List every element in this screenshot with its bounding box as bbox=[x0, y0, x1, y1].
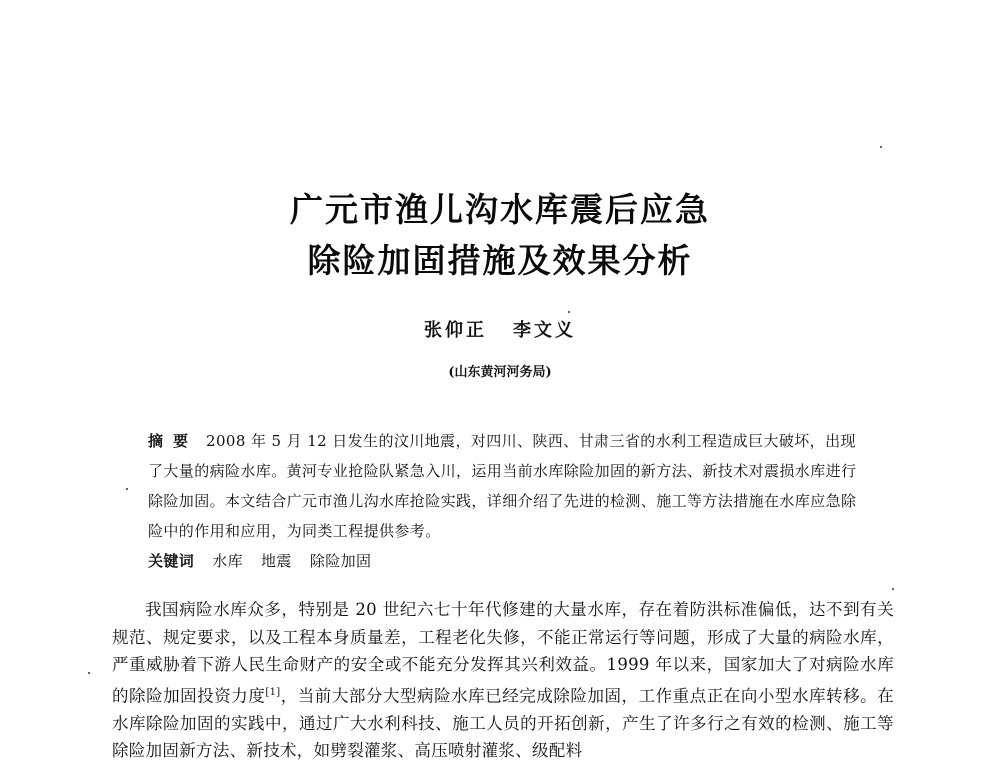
affiliation: (山东黄河河务局) bbox=[448, 365, 552, 380]
citation-ref: [1] bbox=[265, 686, 281, 698]
keywords-line bbox=[148, 546, 868, 576]
paper-title-line-2: 除险加固措施及效果分析 bbox=[307, 241, 693, 280]
paper-title-line-1: 广元市渔儿沟水库震后应急 bbox=[290, 190, 710, 229]
author-2: 李文义 bbox=[513, 320, 576, 341]
keyword: 地震 bbox=[261, 552, 292, 570]
keywords-label: 关键词 bbox=[148, 552, 195, 570]
scan-speck bbox=[568, 311, 570, 313]
author-1: 张仰正 bbox=[424, 320, 487, 341]
body-text bbox=[112, 596, 894, 765]
body-paragraph bbox=[112, 596, 894, 765]
body-text-part-1: 我国病险水库众多，特别是 20 世纪六七十年代修建的大量水库，存在着防洪标准偏低，达不到有关规范、规定要求，以及工程本身质量差，工程老化失修，不能正常运行等问题，形成了大量的病险水库，严重威胁着下游人民生命财产的安全或不能充分发挥其兴利效益。1999 年以来，国家加大了对病险水库的除险加固投资力度 bbox=[112, 600, 894, 705]
scan-speck bbox=[892, 588, 894, 590]
keyword: 除险加固 bbox=[309, 552, 372, 570]
scan-speck bbox=[880, 146, 882, 148]
abstract-label: 摘要 bbox=[148, 432, 199, 450]
scan-speck bbox=[126, 488, 128, 490]
abstract-block bbox=[148, 426, 868, 576]
abstract-text: 2008 年 5 月 12 日发生的汶川地震，对四川、陕西、甘肃三省的水利工程造成巨大破坏，出现了大量的病险水库。黄河专业抢险队紧急入川，运用当前水库除险加固的新方法、新技术对震损水库进行除险加固。本文结合广元市渔儿沟水库抢险实践，详细介绍了先进的检测、施工等方法措施在水库应急除险中的作用和应用，为同类工程提供参考。 bbox=[148, 432, 857, 540]
author-list bbox=[0, 316, 1000, 342]
scan-speck bbox=[88, 672, 90, 674]
keyword: 水库 bbox=[212, 552, 244, 570]
abstract-paragraph bbox=[148, 426, 868, 546]
body-text-part-2: ，当前大部分大型病险水库已经完成除险加固，工作重点正在向小型水库转移。在水库除险加固的实践中，通过广大水利科技、施工人员的开拓创新，产生了许多行之有效的检测、施工等除险加固新方法、新技术，如劈裂灌浆、高压喷射灌浆、级配料 bbox=[112, 686, 894, 760]
